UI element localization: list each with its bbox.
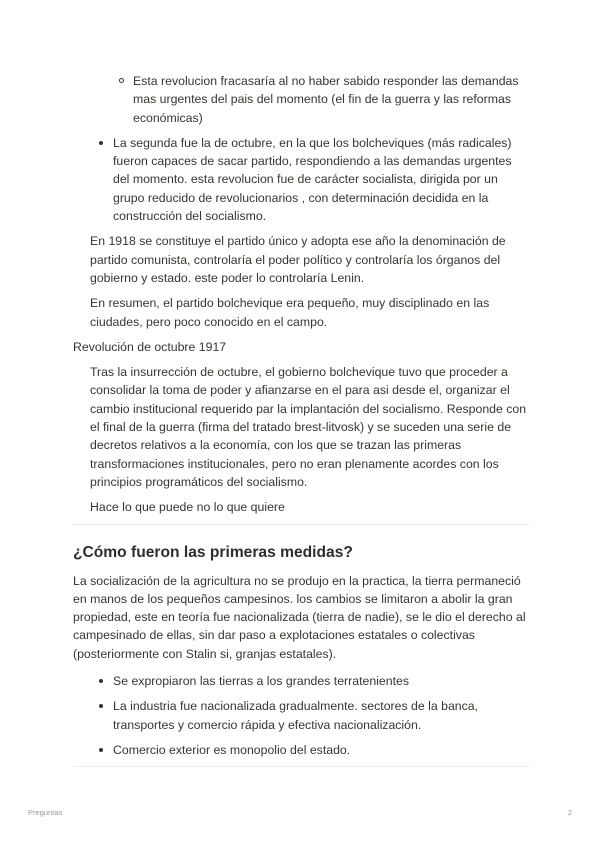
divider xyxy=(73,524,529,525)
page-number: 2 xyxy=(567,808,572,817)
measures-bullet-list xyxy=(73,672,529,759)
sub-bullet-list xyxy=(73,72,529,127)
bullet-icon xyxy=(99,748,103,752)
bullet-icon xyxy=(99,679,103,683)
list-item xyxy=(97,672,529,690)
paragraph-summary: En resumen, el partido bolchevique era pequeño, muy disciplinado en las ciudades, pero poco conocido en el campo. xyxy=(90,296,490,329)
toggle-label-revolution: Revolución de octubre 1917 xyxy=(73,339,227,354)
list-item xyxy=(97,697,529,734)
section-heading: ¿Cómo fueron las primeras medidas? xyxy=(73,543,353,561)
page-content xyxy=(73,72,529,767)
divider xyxy=(73,766,529,767)
sub-bullet-text: Esta revolucion fracasaría al no haber sabido responder las demandas mas urgentes del pais del momento (el fin de la guerra y las reformas económicas) xyxy=(133,74,519,125)
bullet-list-october xyxy=(73,134,529,225)
paragraph-intro: La socialización de la agricultura no se produjo en la practica, la tierra permaneció en manos de los pequeños campesinos. los cambios se limitaron a abolir la gran propiedad, este en teoría fue nacionalizada (tierra de nadie), se le dio el derecho al campesinado de ellas, sin dar paso a explotaciones estatales o colectivas (posteriormente con Stalin si, granjas estatales). xyxy=(73,573,526,661)
bullet-text: Comercio exterior es monopolio del estado. xyxy=(113,742,351,757)
bullet-text: La industria fue nacionalizada gradualmente. sectores de la banca, transportes y comercio rápida y efectiva nacionalización. xyxy=(113,699,479,732)
bullet-text: Se expropiaron las tierras a los grandes terratenientes xyxy=(113,674,409,689)
list-item xyxy=(97,741,529,759)
bullet-icon xyxy=(99,141,103,145)
paragraph-note: Hace lo que puede no lo que quiere xyxy=(90,500,285,515)
sub-list-item xyxy=(116,72,529,127)
bullet-text: La segunda fue la de octubre, en la que los bolcheviques (más radicales) fueron capaces de sacar partido, respondiendo a las demandas urgentes del momento. esta revolucion fue de carácter socialista, dirigida por un grupo reducido de revolucionarios , con determinación decidida en la construcción del socialismo. xyxy=(113,135,512,224)
paragraph-1918: En 1918 se constituye el partido único y adopta ese año la denominación de partido comunista, controlaría el poder político y controlaría los órganos del gobierno y estado. este poder lo controlaría Lenin. xyxy=(90,234,506,285)
footer-title: Preguntas xyxy=(28,808,63,817)
list-item xyxy=(97,134,529,225)
bullet-icon xyxy=(99,704,103,708)
paragraph-revolution: Tras la insurrección de octubre, el gobierno bolchevique tuvo que proceder a consolidar la toma de poder y afianzarse en el para asi desde el, organizar el cambio institucional requerido par la implantación del socialismo. Responde con el final de la guerra (firma del tratado brest-litvosk) y se suceden una serie de decretos relativos a la economía, con los que se trazan las primeras transformaciones institucionales, pero no eran plenamente acordes con los principios programáticos del socialismo. xyxy=(90,365,527,489)
hollow-bullet-icon xyxy=(119,78,124,83)
